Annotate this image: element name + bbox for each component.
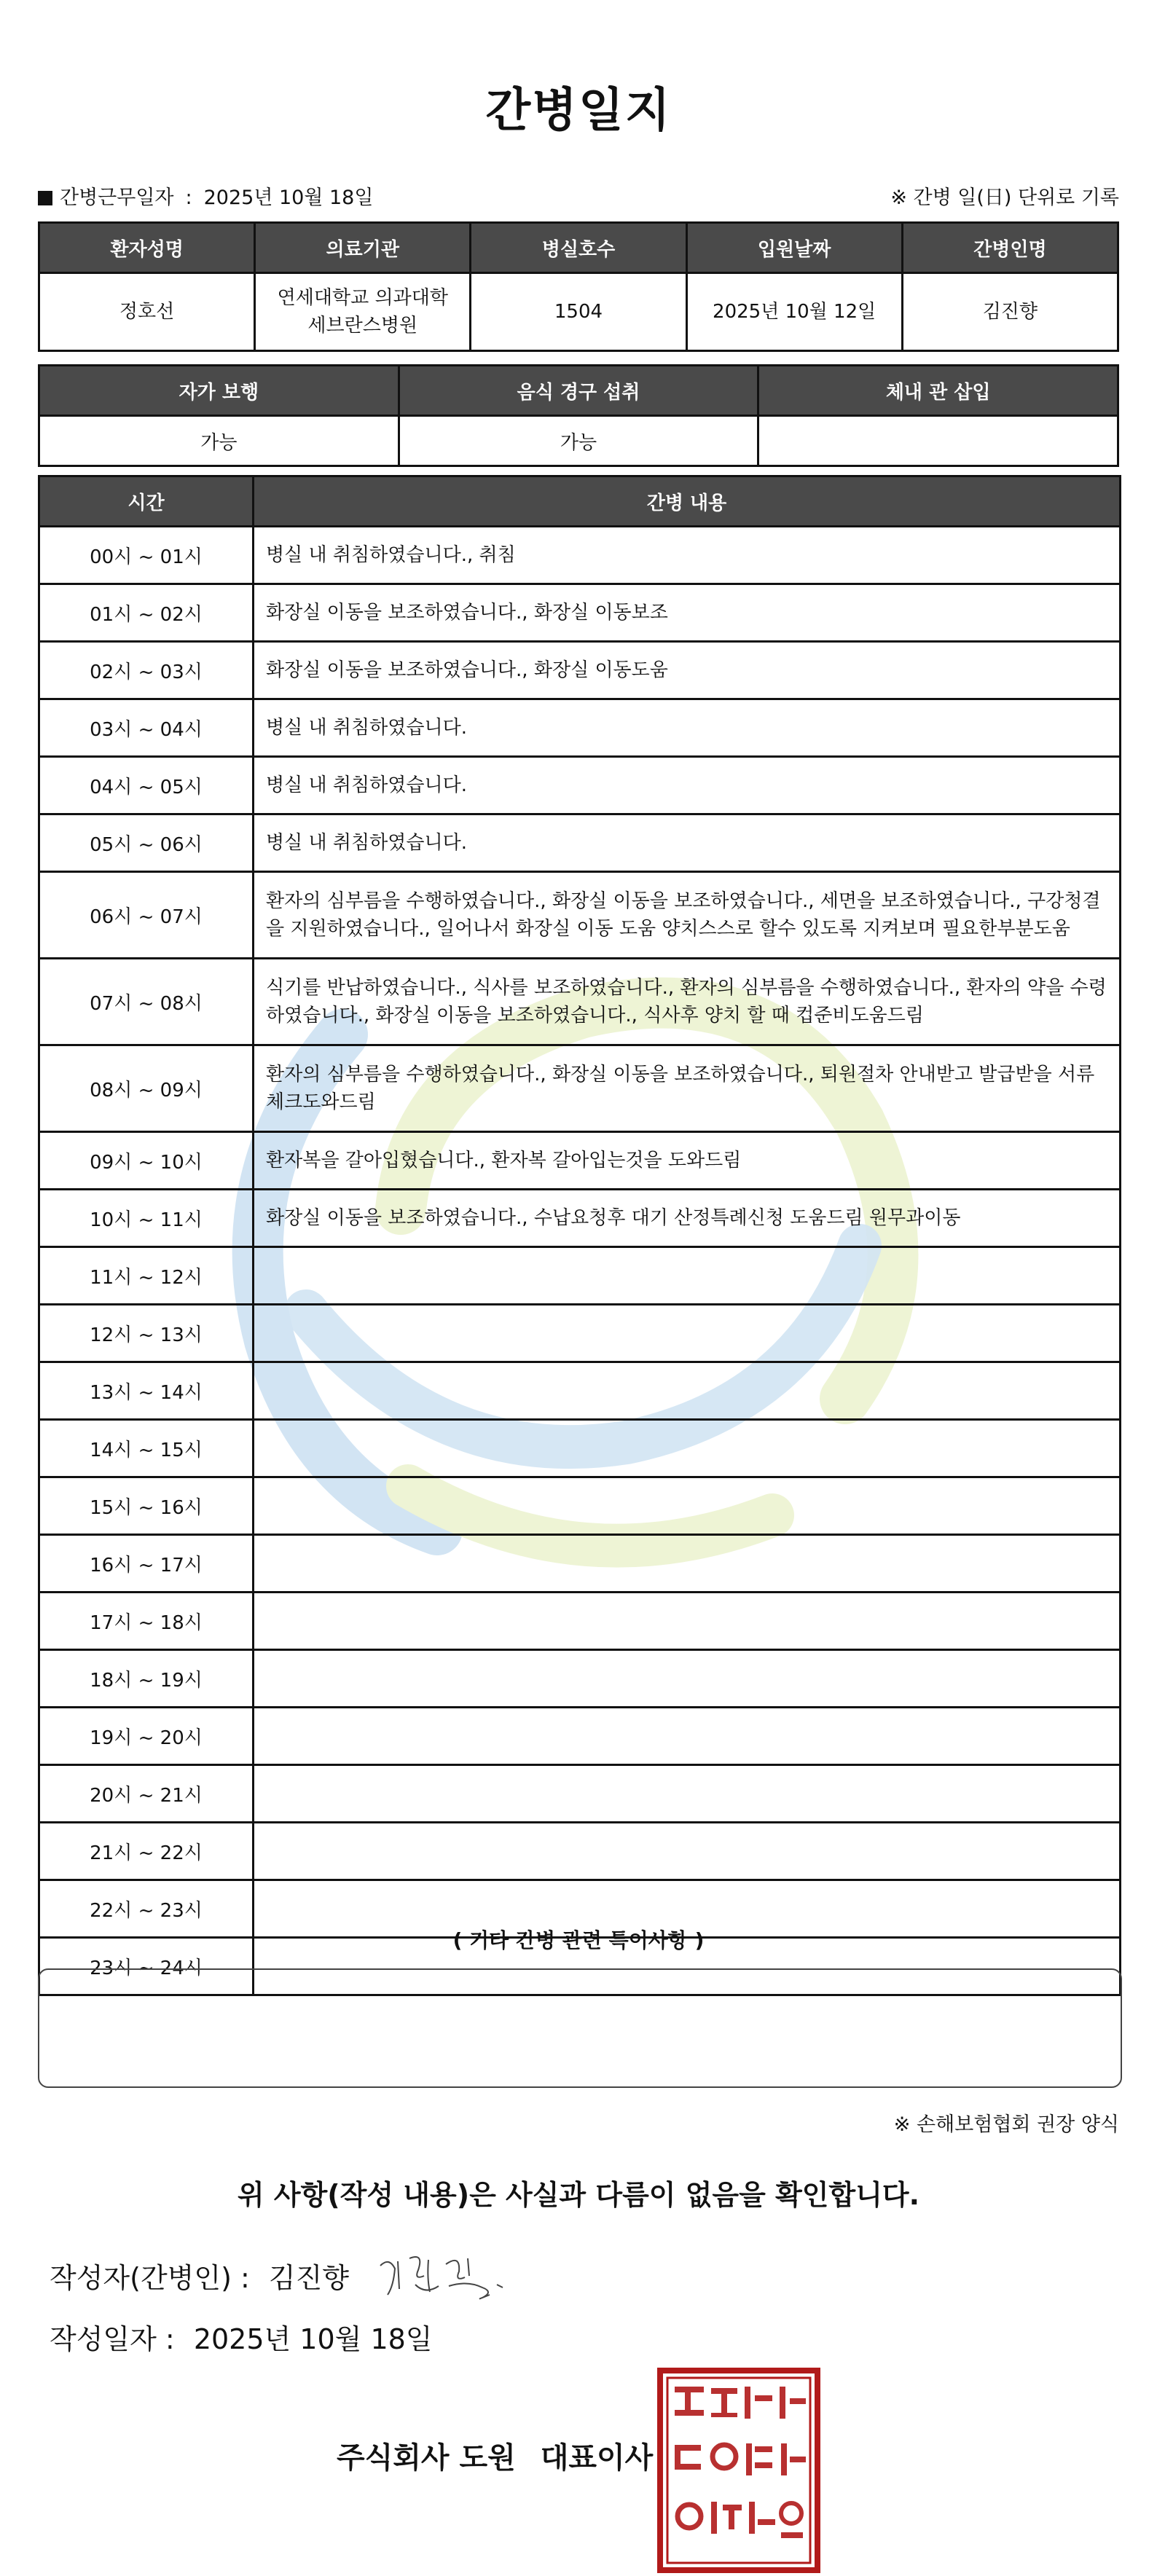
written-date-line bbox=[50, 2317, 433, 2357]
row-content bbox=[254, 1765, 1121, 1823]
work-date-label: 간병근무일자 bbox=[60, 186, 174, 209]
row-time: 01시 ~ 02시 bbox=[39, 584, 254, 642]
row-content: 병실 내 취침하였습니다. bbox=[254, 757, 1121, 814]
row-content: 화장실 이동을 보조하였습니다., 화장실 이동도움 bbox=[254, 642, 1121, 699]
remarks-box bbox=[38, 1968, 1122, 2088]
row-content: 환자복을 갈아입혔습니다., 환자복 갈아입는것을 도와드림 bbox=[254, 1132, 1121, 1190]
row-content bbox=[254, 1305, 1121, 1362]
table-row bbox=[39, 584, 1121, 642]
company-line bbox=[337, 2435, 653, 2476]
table-row bbox=[39, 699, 1121, 757]
header-patient-name: 환자성명 bbox=[39, 223, 255, 273]
hospital-name: 연세대학교 의과대학 세브란스병원 bbox=[255, 273, 471, 351]
row-time: 06시 ~ 07시 bbox=[39, 872, 254, 959]
written-date-value: 2025년 10월 18일 bbox=[193, 2323, 433, 2355]
writer-name: 김진향 bbox=[268, 2262, 349, 2294]
form-note: ※ 손해보험협회 권장 양식 bbox=[893, 2113, 1119, 2136]
row-time: 21시 ~ 22시 bbox=[39, 1823, 254, 1880]
row-time: 04시 ~ 05시 bbox=[39, 757, 254, 814]
row-time: 22시 ~ 23시 bbox=[39, 1880, 254, 1938]
self-walking-value: 가능 bbox=[39, 416, 399, 466]
row-content: 식기를 반납하였습니다., 식사를 보조하였습니다., 환자의 심부름을 수행하였습니다., 환자의 약을 수령하였습니다., 화장실 이동을 보조하였습니다., 식사후 양치 할 때 컵준비도움드림 bbox=[254, 959, 1121, 1045]
row-content bbox=[254, 1362, 1121, 1420]
row-time: 11시 ~ 12시 bbox=[39, 1247, 254, 1305]
table-row bbox=[39, 1247, 1121, 1305]
table-row bbox=[39, 872, 1121, 959]
care-log-table bbox=[38, 475, 1121, 1996]
row-time: 17시 ~ 18시 bbox=[39, 1593, 254, 1650]
row-time: 08시 ~ 09시 bbox=[39, 1045, 254, 1132]
row-content bbox=[254, 1535, 1121, 1593]
header-hospital: 의료기관 bbox=[255, 223, 471, 273]
header-care-content: 간병 내용 bbox=[254, 476, 1121, 527]
writer-line bbox=[50, 2255, 349, 2296]
written-date-label: 작성일자 : bbox=[50, 2323, 175, 2355]
row-time: 18시 ~ 19시 bbox=[39, 1650, 254, 1708]
work-date-value: 2025년 10월 18일 bbox=[203, 186, 374, 209]
table-row bbox=[39, 1708, 1121, 1765]
remarks-title: ( 기타 간병 관련 특이사항 ) bbox=[452, 1928, 705, 1952]
handwritten-signature bbox=[373, 2244, 511, 2309]
square-bullet-icon bbox=[38, 191, 52, 205]
row-content: 병실 내 취침하였습니다., 취침 bbox=[254, 527, 1121, 584]
row-time: 03시 ~ 04시 bbox=[39, 699, 254, 757]
row-content: 병실 내 취침하였습니다. bbox=[254, 814, 1121, 872]
table-row bbox=[39, 757, 1121, 814]
patient-name: 정호선 bbox=[39, 273, 255, 351]
row-content: 환자의 심부름을 수행하였습니다., 화장실 이동을 보조하였습니다., 세면을 보조하였습니다., 구강청결을 지원하였습니다., 일어나서 화장실 이동 도움 양치스스로 할수 있도록 지켜보며 필요한부분도움 bbox=[254, 872, 1121, 959]
company-seal bbox=[656, 2366, 822, 2575]
table-row bbox=[39, 1823, 1121, 1880]
row-time: 16시 ~ 17시 bbox=[39, 1535, 254, 1593]
patient-info-table bbox=[38, 221, 1119, 352]
row-time: 10시 ~ 11시 bbox=[39, 1190, 254, 1247]
document-title: 간병일지 bbox=[485, 84, 672, 138]
row-content bbox=[254, 1823, 1121, 1880]
row-time: 23시 ~ 24시 bbox=[39, 1938, 254, 1995]
row-content bbox=[254, 1420, 1121, 1477]
row-content bbox=[254, 1650, 1121, 1708]
row-time: 02시 ~ 03시 bbox=[39, 642, 254, 699]
row-content: 화장실 이동을 보조하였습니다., 화장실 이동보조 bbox=[254, 584, 1121, 642]
oral-intake-value: 가능 bbox=[399, 416, 758, 466]
row-content: 화장실 이동을 보조하였습니다., 수납요청후 대기 산정특례신청 도움드림 원무과이동 bbox=[254, 1190, 1121, 1247]
work-date-line bbox=[38, 179, 1119, 211]
care-log-body bbox=[39, 527, 1121, 1995]
row-content bbox=[254, 1708, 1121, 1765]
tube-insertion-value bbox=[758, 416, 1118, 466]
header-admission-date: 입원날짜 bbox=[686, 223, 902, 273]
row-time: 15시 ~ 16시 bbox=[39, 1477, 254, 1535]
table-row bbox=[39, 1765, 1121, 1823]
table-row bbox=[39, 1420, 1121, 1477]
row-time: 09시 ~ 10시 bbox=[39, 1132, 254, 1190]
record-unit-note: ※ 간병 일(日) 단위로 기록 bbox=[890, 186, 1119, 209]
caregiver-name: 김진향 bbox=[902, 273, 1118, 351]
company-title: 대표이사 bbox=[540, 2441, 654, 2475]
confirmation-statement: 위 사항(작성 내용)은 사실과 다름이 없음을 확인합니다. bbox=[237, 2179, 920, 2211]
work-date-group bbox=[38, 181, 373, 210]
row-content: 병실 내 취침하였습니다. bbox=[254, 699, 1121, 757]
table-row bbox=[39, 1535, 1121, 1593]
header-self-walking: 자가 보행 bbox=[39, 366, 399, 416]
table-row bbox=[39, 959, 1121, 1045]
header-room-number: 병실호수 bbox=[471, 223, 686, 273]
row-content: 환자의 심부름을 수행하였습니다., 화장실 이동을 보조하였습니다., 퇴원절차 안내받고 발급받을 서류 체크도와드림 bbox=[254, 1045, 1121, 1132]
row-content bbox=[254, 1477, 1121, 1535]
table-row bbox=[39, 1362, 1121, 1420]
table-row bbox=[39, 1045, 1121, 1132]
table-row bbox=[39, 1305, 1121, 1362]
room-number: 1504 bbox=[471, 273, 686, 351]
table-row bbox=[39, 527, 1121, 584]
header-oral-intake: 음식 경구 섭취 bbox=[399, 366, 758, 416]
table-row bbox=[39, 1593, 1121, 1650]
admission-date: 2025년 10월 12일 bbox=[686, 273, 902, 351]
table-row bbox=[39, 814, 1121, 872]
row-time: 13시 ~ 14시 bbox=[39, 1362, 254, 1420]
patient-status-table bbox=[38, 364, 1119, 467]
row-time: 00시 ~ 01시 bbox=[39, 527, 254, 584]
row-time: 12시 ~ 13시 bbox=[39, 1305, 254, 1362]
table-row bbox=[39, 1477, 1121, 1535]
row-time: 07시 ~ 08시 bbox=[39, 959, 254, 1045]
table-row bbox=[39, 1132, 1121, 1190]
table-row bbox=[39, 642, 1121, 699]
writer-label: 작성자(간병인) : bbox=[50, 2262, 250, 2294]
header-caregiver-name: 간병인명 bbox=[902, 223, 1118, 273]
table-row bbox=[39, 1190, 1121, 1247]
row-time: 19시 ~ 20시 bbox=[39, 1708, 254, 1765]
colon: : bbox=[185, 186, 192, 209]
row-content bbox=[254, 1593, 1121, 1650]
row-time: 05시 ~ 06시 bbox=[39, 814, 254, 872]
row-time: 20시 ~ 21시 bbox=[39, 1765, 254, 1823]
company-name: 주식회사 도원 bbox=[337, 2441, 516, 2475]
header-time: 시간 bbox=[39, 476, 254, 527]
row-content bbox=[254, 1247, 1121, 1305]
header-tube-insertion: 체내 관 삽입 bbox=[758, 366, 1118, 416]
row-time: 14시 ~ 15시 bbox=[39, 1420, 254, 1477]
table-row bbox=[39, 1650, 1121, 1708]
